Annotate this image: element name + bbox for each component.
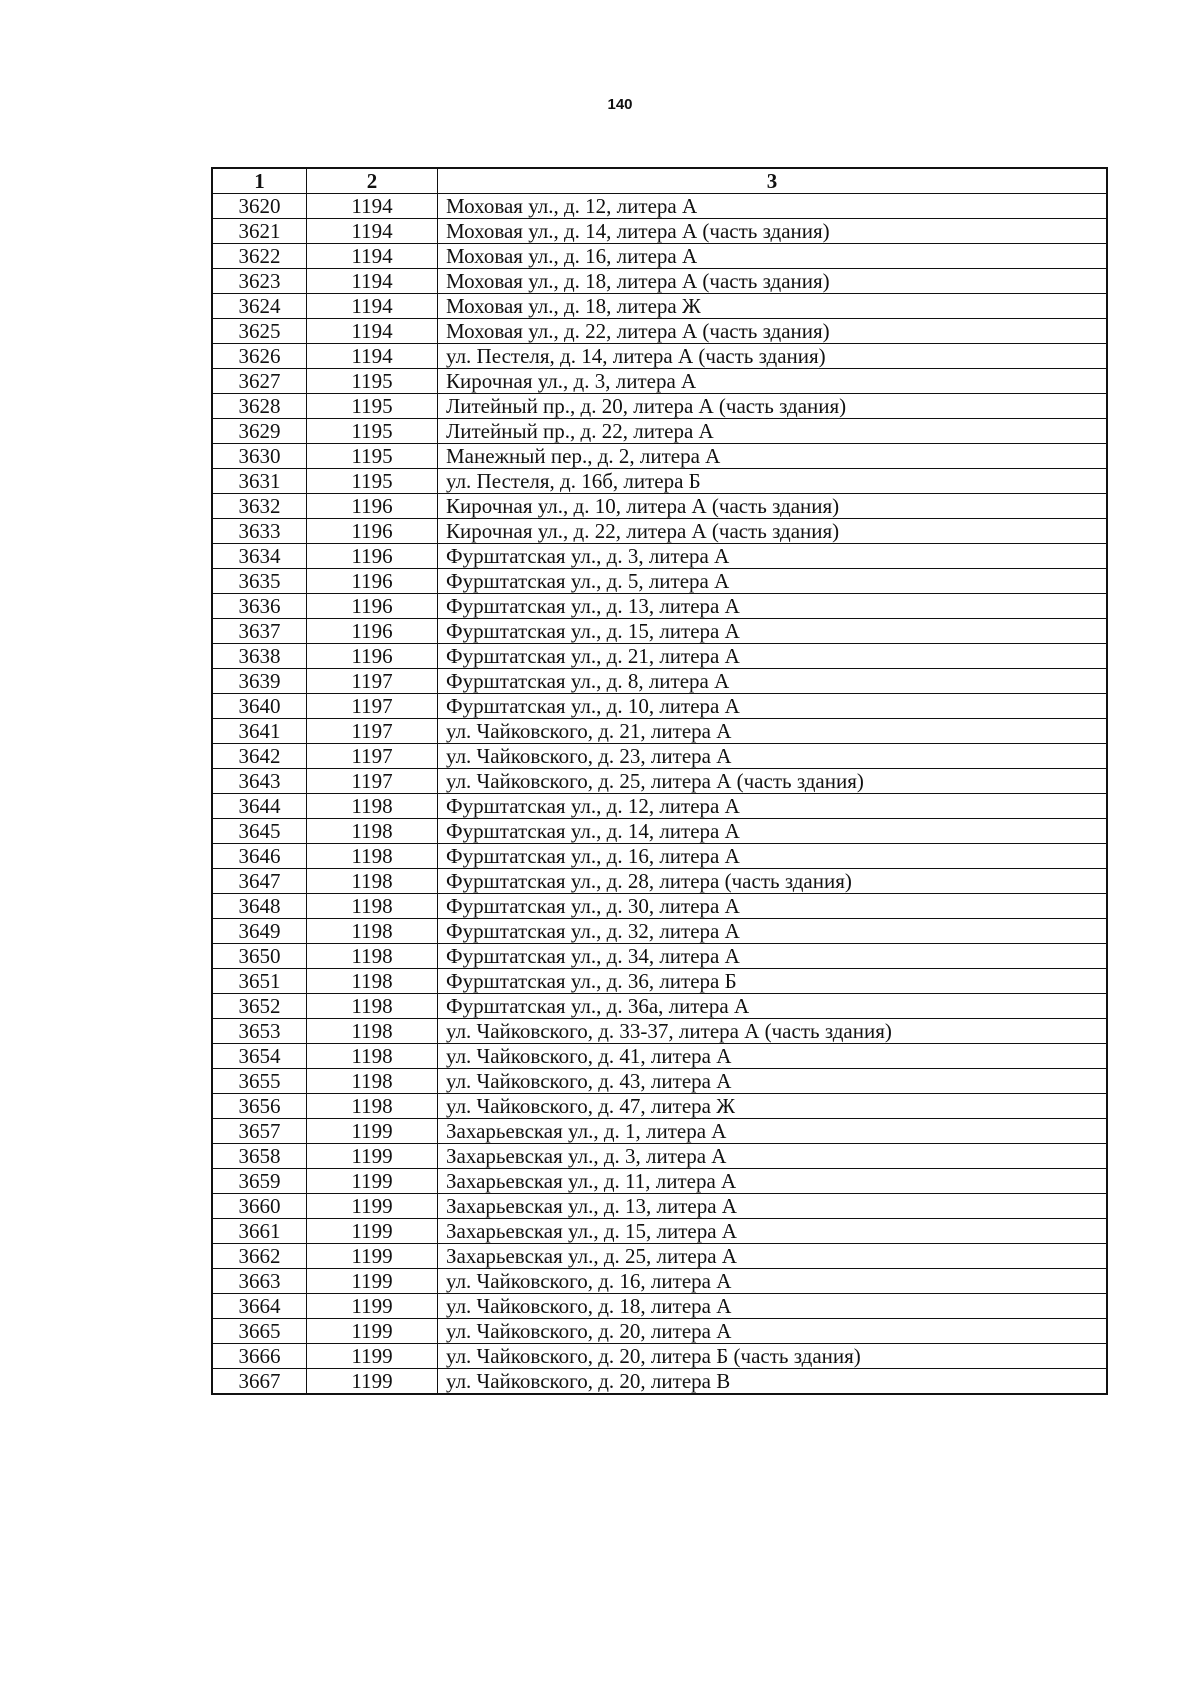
group-number-cell: 1194 [307,319,438,344]
group-number-cell: 1199 [307,1244,438,1269]
address-cell: Кирочная ул., д. 10, литера А (часть здания) [438,494,1107,519]
row-number-cell: 3628 [213,394,307,419]
header-row [213,169,1107,194]
table-row [213,1244,1107,1269]
row-number-cell: 3659 [213,1169,307,1194]
group-number-cell: 1198 [307,894,438,919]
row-number-cell: 3650 [213,944,307,969]
row-number-cell: 3641 [213,719,307,744]
table-row [213,494,1107,519]
address-cell: Моховая ул., д. 18, литера Ж [438,294,1107,319]
group-number-cell: 1194 [307,269,438,294]
table-row [213,594,1107,619]
row-number-cell: 3654 [213,1044,307,1069]
row-number-cell: 3624 [213,294,307,319]
row-number-cell: 3661 [213,1219,307,1244]
column-header-3: 3 [438,169,1107,194]
table-row [213,1169,1107,1194]
table-row [213,619,1107,644]
address-cell: Захарьевская ул., д. 13, литера А [438,1194,1107,1219]
table-row [213,1319,1107,1344]
address-cell: ул. Чайковского, д. 43, литера А [438,1069,1107,1094]
address-cell: Фурштатская ул., д. 10, литера А [438,694,1107,719]
row-number-cell: 3622 [213,244,307,269]
row-number-cell: 3627 [213,369,307,394]
address-cell: Кирочная ул., д. 3, литера А [438,369,1107,394]
group-number-cell: 1197 [307,744,438,769]
group-number-cell: 1194 [307,294,438,319]
group-number-cell: 1194 [307,194,438,219]
group-number-cell: 1196 [307,544,438,569]
address-cell: ул. Чайковского, д. 41, литера А [438,1044,1107,1069]
table-row [213,819,1107,844]
group-number-cell: 1196 [307,644,438,669]
address-cell: Фурштатская ул., д. 8, литера А [438,669,1107,694]
table-row [213,569,1107,594]
address-cell: Фурштатская ул., д. 21, литера А [438,644,1107,669]
row-number-cell: 3648 [213,894,307,919]
group-number-cell: 1199 [307,1269,438,1294]
address-cell: Фурштатская ул., д. 14, литера А [438,819,1107,844]
address-cell: Захарьевская ул., д. 1, литера А [438,1119,1107,1144]
row-number-cell: 3653 [213,1019,307,1044]
row-number-cell: 3643 [213,769,307,794]
table-row [213,294,1107,319]
row-number-cell: 3633 [213,519,307,544]
table-row [213,719,1107,744]
group-number-cell: 1199 [307,1319,438,1344]
address-cell: Моховая ул., д. 18, литера А (часть здания) [438,269,1107,294]
group-number-cell: 1199 [307,1369,438,1394]
address-cell: ул. Чайковского, д. 20, литера А [438,1319,1107,1344]
row-number-cell: 3634 [213,544,307,569]
group-number-cell: 1194 [307,219,438,244]
row-number-cell: 3666 [213,1344,307,1369]
group-number-cell: 1198 [307,1069,438,1094]
table-row [213,694,1107,719]
row-number-cell: 3649 [213,919,307,944]
address-cell: Захарьевская ул., д. 11, литера А [438,1169,1107,1194]
address-cell: Манежный пер., д. 2, литера А [438,444,1107,469]
table-row [213,1094,1107,1119]
group-number-cell: 1196 [307,619,438,644]
address-cell: ул. Чайковского, д. 20, литера Б (часть здания) [438,1344,1107,1369]
table-row [213,319,1107,344]
group-number-cell: 1198 [307,1094,438,1119]
row-number-cell: 3647 [213,869,307,894]
table-row [213,844,1107,869]
address-cell: Литейный пр., д. 22, литера А [438,419,1107,444]
table-row [213,394,1107,419]
registry-table [212,168,1107,1394]
address-cell: ул. Чайковского, д. 23, литера А [438,744,1107,769]
row-number-cell: 3636 [213,594,307,619]
address-cell: Захарьевская ул., д. 25, литера А [438,1244,1107,1269]
group-number-cell: 1198 [307,919,438,944]
address-cell: Захарьевская ул., д. 15, литера А [438,1219,1107,1244]
row-number-cell: 3625 [213,319,307,344]
table-row [213,669,1107,694]
table-row [213,1219,1107,1244]
group-number-cell: 1195 [307,369,438,394]
address-cell: Фурштатская ул., д. 3, литера А [438,544,1107,569]
table-row [213,269,1107,294]
row-number-cell: 3638 [213,644,307,669]
address-cell: Фурштатская ул., д. 16, литера А [438,844,1107,869]
row-number-cell: 3663 [213,1269,307,1294]
address-cell: ул. Чайковского, д. 16, литера А [438,1269,1107,1294]
group-number-cell: 1199 [307,1219,438,1244]
group-number-cell: 1199 [307,1194,438,1219]
group-number-cell: 1198 [307,1044,438,1069]
table-row [213,419,1107,444]
table-row [213,1069,1107,1094]
row-number-cell: 3667 [213,1369,307,1394]
address-cell: ул. Чайковского, д. 20, литера В [438,1369,1107,1394]
address-cell: Фурштатская ул., д. 13, литера А [438,594,1107,619]
table-row [213,769,1107,794]
address-cell: Захарьевская ул., д. 3, литера А [438,1144,1107,1169]
row-number-cell: 3637 [213,619,307,644]
row-number-cell: 3629 [213,419,307,444]
group-number-cell: 1196 [307,569,438,594]
address-cell: ул. Чайковского, д. 25, литера А (часть здания) [438,769,1107,794]
table-row [213,444,1107,469]
row-number-cell: 3631 [213,469,307,494]
address-cell: Моховая ул., д. 12, литера А [438,194,1107,219]
group-number-cell: 1195 [307,419,438,444]
column-header-1: 1 [213,169,307,194]
table-row [213,1269,1107,1294]
group-number-cell: 1198 [307,994,438,1019]
row-number-cell: 3630 [213,444,307,469]
address-cell: Моховая ул., д. 22, литера А (часть здания) [438,319,1107,344]
table-row [213,1119,1107,1144]
address-cell: Фурштатская ул., д. 36, литера Б [438,969,1107,994]
address-cell: ул. Пестеля, д. 16б, литера Б [438,469,1107,494]
row-number-cell: 3656 [213,1094,307,1119]
row-number-cell: 3632 [213,494,307,519]
address-cell: Моховая ул., д. 14, литера А (часть здания) [438,219,1107,244]
group-number-cell: 1195 [307,394,438,419]
group-number-cell: 1195 [307,444,438,469]
address-cell: ул. Чайковского, д. 18, литера А [438,1294,1107,1319]
group-number-cell: 1194 [307,344,438,369]
table-row [213,544,1107,569]
table-row [213,369,1107,394]
row-number-cell: 3645 [213,819,307,844]
row-number-cell: 3620 [213,194,307,219]
address-cell: Фурштатская ул., д. 12, литера А [438,794,1107,819]
group-number-cell: 1199 [307,1344,438,1369]
group-number-cell: 1199 [307,1294,438,1319]
address-cell: Кирочная ул., д. 22, литера А (часть здания) [438,519,1107,544]
group-number-cell: 1199 [307,1144,438,1169]
table-row [213,644,1107,669]
table-row [213,1369,1107,1394]
page-number: 140 [607,96,633,113]
row-number-cell: 3646 [213,844,307,869]
address-cell: Фурштатская ул., д. 36а, литера А [438,994,1107,1019]
address-cell: Фурштатская ул., д. 34, литера А [438,944,1107,969]
row-number-cell: 3640 [213,694,307,719]
table-row [213,1144,1107,1169]
table-row [213,1019,1107,1044]
table-row [213,1044,1107,1069]
address-cell: Фурштатская ул., д. 32, литера А [438,919,1107,944]
table-row [213,894,1107,919]
address-cell: ул. Чайковского, д. 47, литера Ж [438,1094,1107,1119]
row-number-cell: 3660 [213,1194,307,1219]
row-number-cell: 3621 [213,219,307,244]
address-cell: Фурштатская ул., д. 28, литера (часть здания) [438,869,1107,894]
address-cell: Фурштатская ул., д. 30, литера А [438,894,1107,919]
table-row [213,969,1107,994]
group-number-cell: 1198 [307,844,438,869]
group-number-cell: 1198 [307,819,438,844]
row-number-cell: 3639 [213,669,307,694]
group-number-cell: 1199 [307,1119,438,1144]
address-cell: ул. Чайковского, д. 33-37, литера А (часть здания) [438,1019,1107,1044]
group-number-cell: 1197 [307,694,438,719]
table-row [213,469,1107,494]
column-header-2: 2 [307,169,438,194]
table-row [213,994,1107,1019]
row-number-cell: 3665 [213,1319,307,1344]
table-row [213,1294,1107,1319]
group-number-cell: 1197 [307,669,438,694]
address-cell: ул. Чайковского, д. 21, литера А [438,719,1107,744]
address-cell: Моховая ул., д. 16, литера А [438,244,1107,269]
row-number-cell: 3642 [213,744,307,769]
table-row [213,1344,1107,1369]
row-number-cell: 3623 [213,269,307,294]
group-number-cell: 1196 [307,519,438,544]
table-header [213,169,1107,194]
row-number-cell: 3662 [213,1244,307,1269]
row-number-cell: 3626 [213,344,307,369]
group-number-cell: 1198 [307,869,438,894]
table-row [213,869,1107,894]
group-number-cell: 1199 [307,1169,438,1194]
table-row [213,344,1107,369]
row-number-cell: 3664 [213,1294,307,1319]
row-number-cell: 3655 [213,1069,307,1094]
group-number-cell: 1198 [307,969,438,994]
table-row [213,1194,1107,1219]
group-number-cell: 1198 [307,794,438,819]
row-number-cell: 3658 [213,1144,307,1169]
address-cell: Фурштатская ул., д. 15, литера А [438,619,1107,644]
address-cell: Фурштатская ул., д. 5, литера А [438,569,1107,594]
group-number-cell: 1195 [307,469,438,494]
table-row [213,194,1107,219]
table-row [213,519,1107,544]
row-number-cell: 3635 [213,569,307,594]
table-body [213,194,1107,1394]
table-row [213,244,1107,269]
row-number-cell: 3651 [213,969,307,994]
group-number-cell: 1196 [307,594,438,619]
table-row [213,744,1107,769]
group-number-cell: 1196 [307,494,438,519]
row-number-cell: 3644 [213,794,307,819]
table-row [213,219,1107,244]
table-row [213,919,1107,944]
group-number-cell: 1198 [307,944,438,969]
row-number-cell: 3652 [213,994,307,1019]
group-number-cell: 1198 [307,1019,438,1044]
group-number-cell: 1197 [307,719,438,744]
group-number-cell: 1197 [307,769,438,794]
table-row [213,794,1107,819]
group-number-cell: 1194 [307,244,438,269]
table-row [213,944,1107,969]
address-cell: Литейный пр., д. 20, литера А (часть здания) [438,394,1107,419]
address-cell: ул. Пестеля, д. 14, литера А (часть здания) [438,344,1107,369]
row-number-cell: 3657 [213,1119,307,1144]
